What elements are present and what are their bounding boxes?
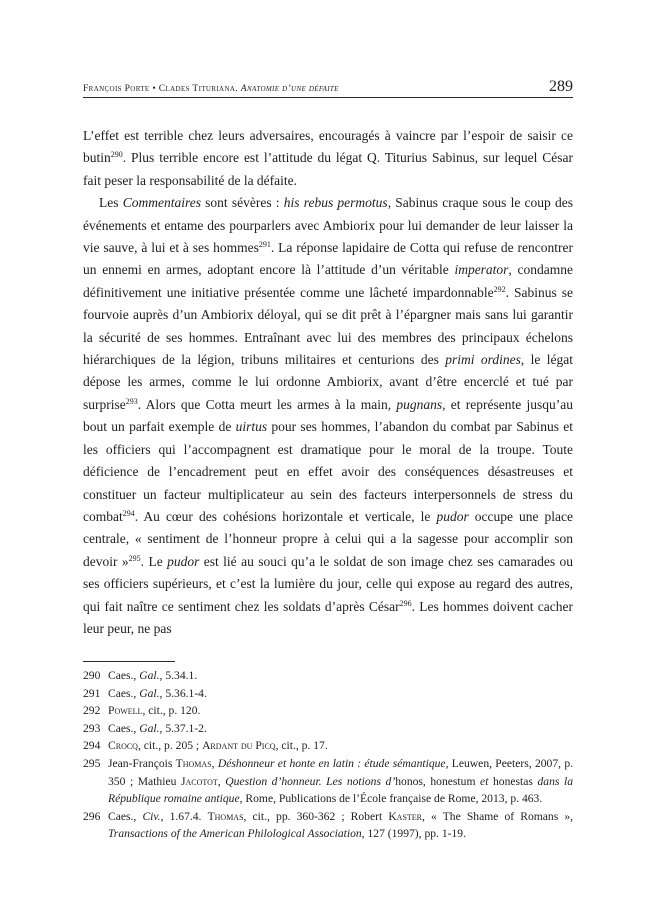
text-run: Powell xyxy=(108,704,143,718)
running-head: François Porte • Clades Tituriana. Anatomie d’une défaite xyxy=(83,83,339,94)
footnote-number: 290 xyxy=(83,669,101,682)
text-run: , cit., p. 17. xyxy=(275,739,328,753)
text-run: Crocq xyxy=(108,739,138,753)
footnote xyxy=(83,737,573,755)
footnote-number: 293 xyxy=(83,721,101,735)
footnote-ref[interactable]: 290 xyxy=(110,150,123,160)
text-run: Gal. xyxy=(139,686,160,700)
text-run: Transactions of the American Philological Association xyxy=(108,827,362,841)
footnote-text xyxy=(108,687,207,700)
footnote-number: 291 xyxy=(83,686,101,700)
footnote-number: 296 xyxy=(83,809,101,823)
text-run: Caes., xyxy=(108,686,140,700)
text-run: pudor xyxy=(167,553,200,569)
text-run: Thomas xyxy=(207,809,244,823)
footnote xyxy=(83,755,573,808)
text-run: , cit., pp. 360-362 ; Robert xyxy=(243,809,389,823)
text-run: , xyxy=(217,774,226,788)
text-run: , 1.67.4. xyxy=(160,809,208,823)
text-run: . Le xyxy=(140,553,168,569)
footnote-ref[interactable]: 296 xyxy=(399,598,412,608)
text-run: uirtus xyxy=(235,419,268,435)
footnote-text xyxy=(108,810,573,841)
text-run: , le légat dépose les armes, comme le lui ordonne Ambiorix, avant d’être encerclé et tué par surprise xyxy=(83,352,573,412)
text-run: primi ordines xyxy=(445,352,521,368)
body-text xyxy=(83,125,573,640)
footnote-ref[interactable]: 291 xyxy=(258,240,271,250)
text-run: . Plus terrible encore est l’attitude du légat Q. Titurius Sabinus, sur lequel César fait peser la responsabilité de la défaite. xyxy=(83,150,573,188)
footnote xyxy=(83,808,573,843)
header-rule xyxy=(83,97,573,98)
text-run: . Sabinus se fourvoie auprès d’un Ambiorix déloyal, qui se dit prêt à l’épargner mais sans lui garantir la sécurité de ses hommes. Entraînant avec lui des membres des principaux échelons hiérarchiques de la légion, tribuns militaires et centurions des xyxy=(83,284,573,368)
text-run: , 5.36.1-4. xyxy=(159,686,207,700)
text-run: Gal. xyxy=(139,669,160,682)
text-run: Gal. xyxy=(139,721,160,735)
text-run: Les xyxy=(99,195,123,211)
footnote-text xyxy=(108,739,328,752)
text-run: Jacotot xyxy=(180,774,218,788)
footnote xyxy=(83,702,573,720)
text-run: , et représente jusqu’au bout un parfait exemple de xyxy=(83,396,573,435)
paragraph xyxy=(83,192,573,640)
text-run: , condamne définitivement une initiative présentée comme une lâcheté impardonnable xyxy=(83,262,573,300)
text-run: Ardant du Picq xyxy=(202,739,276,753)
text-run: Jean-François xyxy=(108,756,176,770)
text-run: , 127 (1997), pp. 1-19. xyxy=(361,827,467,841)
page-number: 289 xyxy=(549,78,573,95)
text-run: Caes., xyxy=(108,721,140,735)
footnote-ref[interactable]: 294 xyxy=(122,508,135,518)
footnote-ref[interactable]: 295 xyxy=(128,553,141,563)
text-run: , Leuwen, Peeters, 2007, p. 350 ; Mathieu xyxy=(108,756,574,788)
text-run: . La réponse lapidaire de Cotta qui refuse de rencontrer un ennemi en armes, adoptant encore là l’attitude d’un véritable xyxy=(83,240,573,278)
text-run: Caes., xyxy=(108,809,143,823)
text-run: imperator xyxy=(454,262,509,278)
text-run: Question d’honneur. Les notions d’ xyxy=(225,774,396,788)
text-run: , cit., p. 120. xyxy=(142,704,201,718)
text-run: , cit., p. 205 ; xyxy=(137,739,203,753)
text-run: . Les hommes doivent cacher leur peur, ne pas xyxy=(83,598,574,636)
paragraph xyxy=(83,125,573,192)
running-head-author: François Porte xyxy=(83,83,150,94)
footnote-number: 292 xyxy=(83,704,101,718)
footnote-text xyxy=(108,704,200,717)
footnote xyxy=(83,720,573,738)
text-run: occupe une place centrale, « sentiment de l’honneur propre à celui qui a la sagesse pour accomplir son devoir » xyxy=(83,508,573,569)
running-head-short-title: Clades Tituriana xyxy=(158,83,236,94)
footnote-number: 295 xyxy=(83,756,101,770)
footnote-text xyxy=(108,757,573,805)
footnote xyxy=(83,667,573,685)
text-run: . Au cœur des cohésions horizontale et verticale, le xyxy=(134,508,437,524)
text-run: , 5.34.1. xyxy=(159,669,198,682)
text-run: dans la République romaine antique xyxy=(108,774,573,806)
text-run: est lié au souci qu’a le soldat de son image chez ses camarades ou ses officiers supérieurs, et c’est la lumière du jour, celle qui expose au regard des autres, qui fait naître ce sentiment chez les soldats d’après César xyxy=(83,553,573,614)
text-run: , Rome, Publications de l’École française de Rome, 2013, p. 463. xyxy=(239,792,543,806)
footnote xyxy=(83,685,573,703)
footnote-number: 294 xyxy=(83,739,101,753)
text-run: Caes., xyxy=(108,669,140,682)
footnote-ref[interactable]: 293 xyxy=(125,396,138,406)
text-run: pour ses hommes, l’abandon du combat par Sabinus et les officiers qui l’accompagnent est dramatique pour le moral de la troupe. Toute déficience de l’encadrement peut en effet avoir des conséquences désastreuses et constituer un facteur multiplicateur au sein des facteurs interpersonnels de stress du combat xyxy=(83,419,573,524)
text-run: pugnans xyxy=(396,396,443,412)
text-run: Kaster xyxy=(388,809,423,823)
text-run: Commentaires xyxy=(122,195,201,211)
text-run: et xyxy=(480,774,489,788)
text-run: his rebus permotus xyxy=(283,195,388,211)
text-run: , « The Shame of Romans », xyxy=(422,809,574,823)
running-head-subtitle: Anatomie d’une défaite xyxy=(240,83,339,94)
text-run: , 5.37.1-2. xyxy=(159,721,207,735)
text-run: , xyxy=(211,756,218,770)
running-header xyxy=(83,76,573,98)
text-run: honos, honestum xyxy=(395,774,481,788)
text-run: Déshonneur et honte en latin : étude sémantique xyxy=(217,756,446,770)
footnote-text xyxy=(108,722,207,735)
text-run: L’effet est terrible chez leurs adversaires, encouragés à vaincre par l’espoir de saisir ce butin xyxy=(83,128,573,166)
text-run: Civ. xyxy=(142,809,161,823)
running-head-separator: • xyxy=(152,83,157,94)
text-run: . Alors que Cotta meurt les armes à la main, xyxy=(137,396,397,412)
text-run: Thomas xyxy=(175,756,212,770)
text-run: pudor xyxy=(436,508,469,524)
footnote-separator xyxy=(83,661,175,662)
footnote-ref[interactable]: 292 xyxy=(493,284,506,294)
text-run: honestas xyxy=(488,774,538,788)
footnotes xyxy=(83,667,573,843)
footnote-text xyxy=(108,669,197,682)
text-run: sont sévères : xyxy=(200,195,284,211)
text-run: , Sabinus craque sous le coup des événements et entame des pourparlers avec Ambiorix pour lui demander de leur laisser la vie sauve, à lui et à ses hommes xyxy=(83,195,574,256)
